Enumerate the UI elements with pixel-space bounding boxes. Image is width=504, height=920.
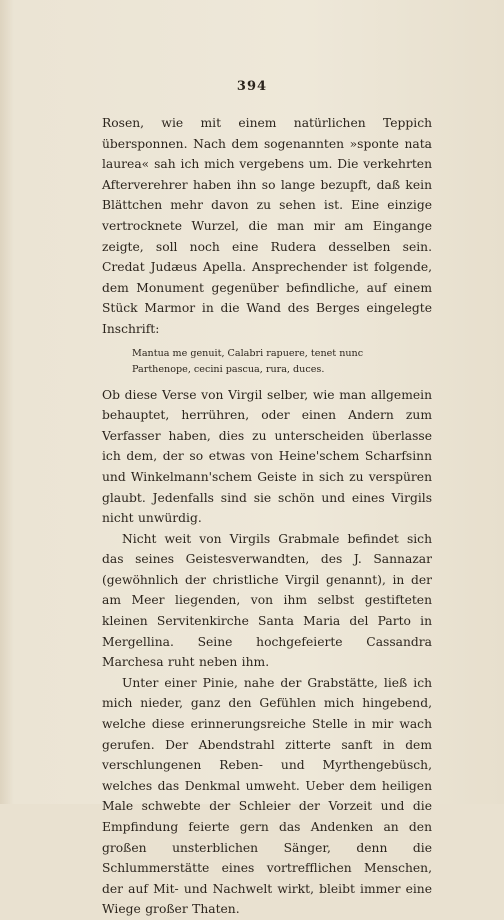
text-block <box>102 113 432 920</box>
paragraph-3-text: Nicht weit von Virgils Grabmale befindet sich das seines Geistesverwandten, des J. Sannazar (gewöhnlich der christliche Virgil genannt), in der am Meer liegenden, von ihm selbst gestifteten kleinen Servitenkirche Santa Maria del Parto in Mergellina. Seine hochgefeierte Cassandra Marchesa ruht neben ihm. <box>102 531 432 670</box>
paragraph-4-text: Unter einer Pinie, nahe der Grabstätte, ließ ich mich nieder, ganz den Gefühlen mich hingebend, welche diese erinnerungsreiche Stelle in mir wach gerufen. Der Abendstrahl zitterte sanft in dem verschlungenen Reben- und Myrthengebüsch, welches das Denkmal umweht. Ueber dem heiligen Male schwebte der Schleier der Vorzeit und die Empfindung feierte gern das Andenken an den großen unsterblichen Sänger, denn die Schlummerstätte eines vortrefflichen Menschen, der auf Mit- und Nachwelt wirkt, bleibt immer eine Wiege großer Thaten. <box>102 675 432 917</box>
paragraph-4 <box>102 673 432 920</box>
page-number: 394 <box>236 79 268 94</box>
latin-inscription <box>132 346 432 378</box>
paragraph-3 <box>102 529 432 673</box>
inscription-line-2: Parthenope, cecini pascua, rura, duces. <box>132 363 325 375</box>
paragraph-2: Ob diese Verse von Virgil selber, wie man allgemein behauptet, herrühren, oder einen Andern zum Verfasser haben, dies zu unterscheiden überlasse ich dem, der so etwas von Heine'schem Scharfsinn und Winkelmann'schem Geiste in sich zu verspüren glaubt. Jedenfalls sind sie schön und eines Virgils nicht unwürdig. <box>102 387 432 526</box>
inscription-line-1: Mantua me genuit, Calabri rapuere, tenet nunc <box>132 347 364 359</box>
paragraph-1: Rosen, wie mit einem natürlichen Teppich übersponnen. Nach dem sogenannten »sponte nata laurea« sah ich mich vergebens um. Die verkehrten Afterverehrer haben ihn so lange bezupft, daß kein Blättchen mehr davon zu sehen ist. Eine einzige vertrocknete Wurzel, die man mir am Eingange zeigte, soll noch eine Rudera desselben sein. Credat Judæus Apella. Ansprechender ist folgende, dem Monument gegenüber befindliche, auf einem Stück Marmor in die Wand des Berges eingelegte Inschrift: <box>102 116 432 336</box>
